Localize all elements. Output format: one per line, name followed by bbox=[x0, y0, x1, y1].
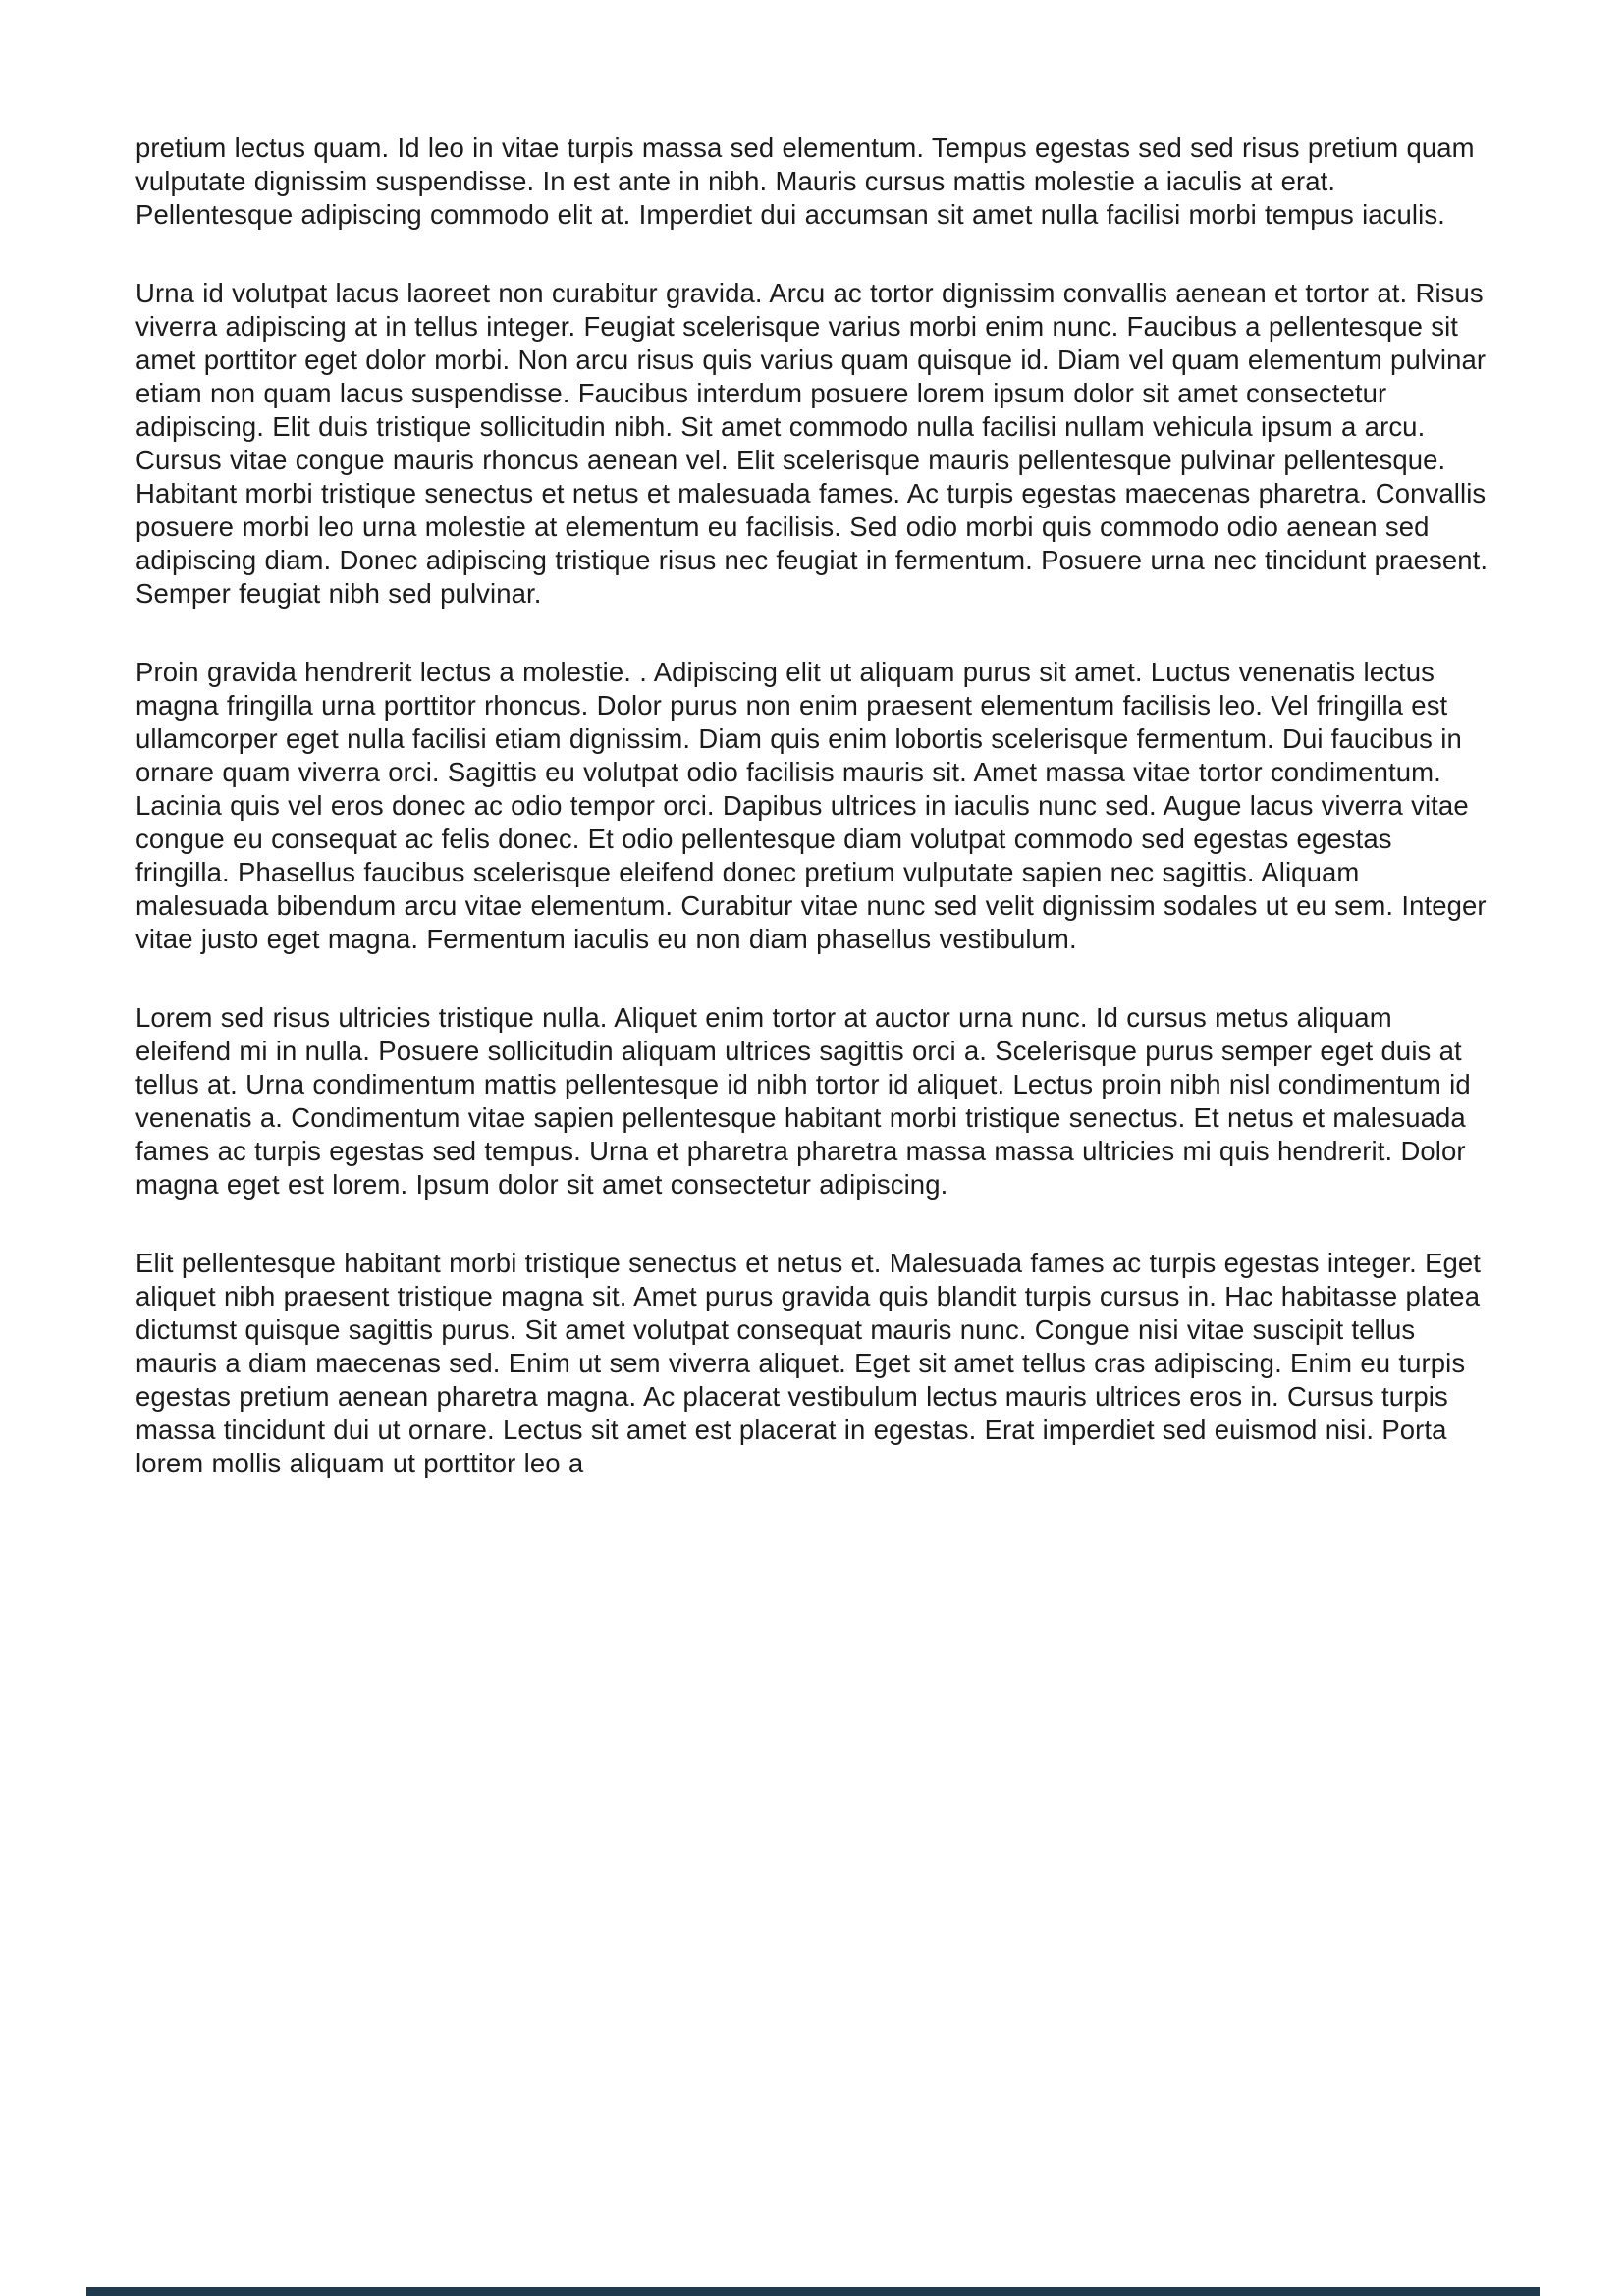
paragraph: pretium lectus quam. Id leo in vitae turpis massa sed elementum. Tempus egestas sed sed risus pretium quam vulputate dignissim suspendisse. In est ante in nibh. Mauris cursus mattis molestie a iaculis at erat. Pellentesque adipiscing commodo elit at. Imperdiet dui accumsan sit amet nulla facilisi morbi tempus iaculis. bbox=[135, 133, 1475, 230]
paragraph: Urna id volutpat lacus laoreet non curabitur gravida. Arcu ac tortor dignissim convallis aenean et tortor at. Risus viverra adipiscing at in tellus integer. Feugiat scelerisque varius morbi enim nunc. Faucibus a pellentesque sit amet porttitor eget dolor morbi. Non arcu risus quis varius quam quisque id. Diam vel quam elementum pulvinar etiam non quam lacus suspendisse. Faucibus interdum posuere lorem ipsum dolor sit amet consectetur adipiscing. Elit duis tristique sollicitudin nibh. Sit amet commodo nulla facilisi nullam vehicula ipsum a arcu. Cursus vitae congue mauris rhoncus aenean vel. Elit scelerisque mauris pellentesque pulvinar pellentesque. Habitant morbi tristique senectus et netus et malesuada fames. Ac turpis egestas maecenas pharetra. Convallis posuere morbi leo urna molestie at elementum eu facilisis. Sed odio morbi quis commodo odio aenean sed adipiscing diam. Donec adipiscing tristique risus nec feugiat in fermentum. Posuere urna nec tincidunt praesent. Semper feugiat nibh sed pulvinar. bbox=[135, 278, 1489, 609]
paragraph: Proin gravida hendrerit lectus a molestie. . Adipiscing elit ut aliquam purus sit amet. Luctus venenatis lectus magna fringilla urna porttitor rhoncus. Dolor purus non enim praesent elementum facilisis leo. Vel fringilla est ullamcorper eget nulla facilisi etiam dignissim. Diam quis enim lobortis scelerisque fermentum. Dui faucibus in ornare quam viverra orci. Sagittis eu volutpat odio facilisis mauris sit. Amet massa vitae tortor condimentum. Lacinia quis vel eros donec ac odio tempor orci. Dapibus ultrices in iaculis nunc sed. Augue lacus viverra vitae congue eu consequat ac felis donec. Et odio pellentesque diam volutpat commodo sed egestas egestas fringilla. Phasellus faucibus scelerisque eleifend donec pretium vulputate sapien nec sagittis. Aliquam malesuada bibendum arcu vitae elementum. Curabitur vitae nunc sed velit dignissim sodales ut eu sem. Integer vitae justo eget magna. Fermentum iaculis eu non diam phasellus vestibulum. bbox=[135, 657, 1487, 954]
paragraph: Elit pellentesque habitant morbi tristique senectus et netus et. Malesuada fames ac turpis egestas integer. Eget aliquet nibh praesent tristique magna sit. Amet purus gravida quis blandit turpis cursus in. Hac habitasse platea dictumst quisque sagittis purus. Sit amet volutpat consequat mauris nunc. Congue nisi vitae suscipit tellus mauris a diam maecenas sed. Enim ut sem viverra aliquet. Eget sit amet tellus cras adipiscing. Enim eu turpis egestas pretium aenean pharetra magna. Ac placerat vestibulum lectus mauris ultrices eros in. Cursus turpis massa tincidunt dui ut ornare. Lectus sit amet est placerat in egestas. Erat imperdiet sed euismod nisi. Porta lorem mollis aliquam ut porttitor leo a bbox=[135, 1248, 1482, 1478]
bottom-dark-bar bbox=[86, 2287, 1540, 2296]
paragraph: Lorem sed risus ultricies tristique nulla. Aliquet enim tortor at auctor urna nunc. Id cursus metus aliquam eleifend mi in nulla. Posuere sollicitudin aliquam ultrices sagittis orci a. Scelerisque purus semper eget duis at tellus at. Urna condimentum mattis pellentesque id nibh tortor id aliquet. Lectus proin nibh nisl condimentum id venenatis a. Condimentum vitae sapien pellentesque habitant morbi tristique senectus. Et netus et malesuada fames ac turpis egestas sed tempus. Urna et pharetra pharetra massa massa ultricies mi quis hendrerit. Dolor magna eget est lorem. Ipsum dolor sit amet consectetur adipiscing. bbox=[135, 1002, 1471, 1200]
document-text-block bbox=[135, 132, 1490, 1525]
